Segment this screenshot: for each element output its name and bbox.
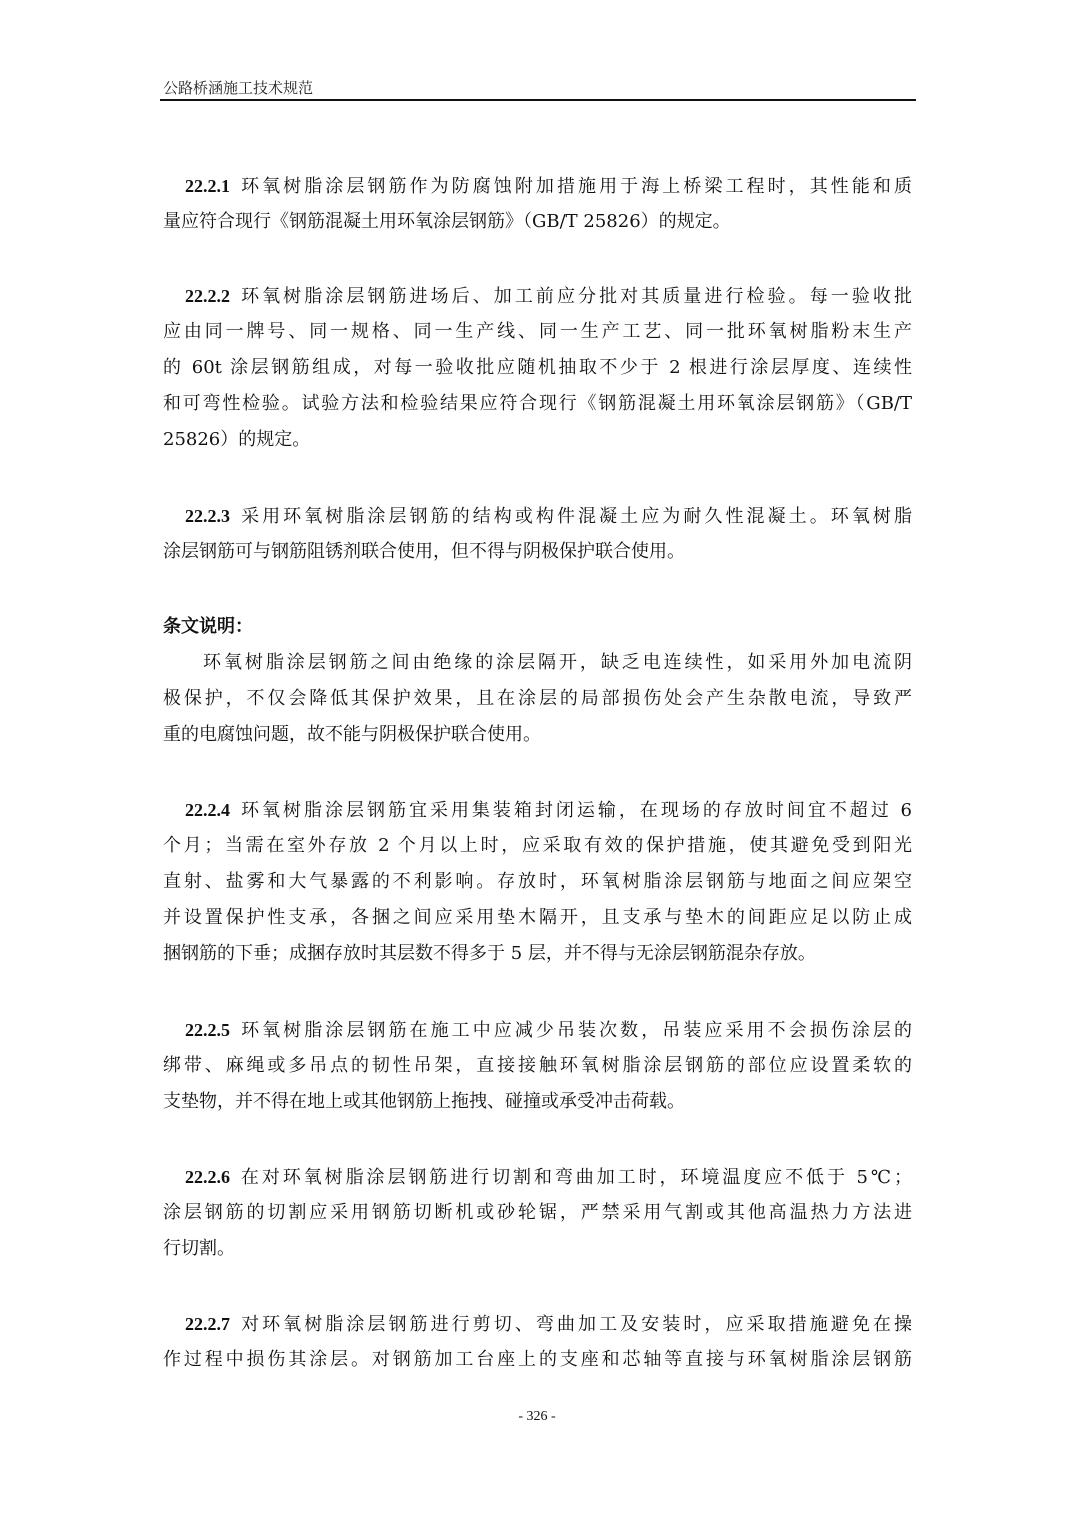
clause-line <box>163 174 912 199</box>
clause-text: 绑带、麻绳或多吊点的韧性吊架，直接接触环氧树脂涂层钢筋的部位应设置柔软的 <box>163 1055 912 1076</box>
clause-line <box>163 1018 912 1043</box>
clause-line <box>163 284 912 309</box>
note-line: 极保护，不仅会降低其保护效果，且在涂层的局部损伤处会产生杂散电流，导致严 <box>163 688 912 709</box>
clause-text: 对环氧树脂涂层钢筋进行剪切、弯曲加工及安装时，应采取措施避免在操 <box>238 1314 912 1335</box>
clause-number: 22.2.2 <box>185 286 230 306</box>
clause-number: 22.2.1 <box>185 176 230 196</box>
clause-text: 的 60t 涂层钢筋组成，对每一验收批应随机抽取不少于 2 根进行涂层厚度、连续性 <box>163 357 912 378</box>
note-line: 重的电腐蚀问题，故不能与阴极保护联合使用。 <box>163 724 541 745</box>
clause-line <box>163 798 912 823</box>
clause-line <box>163 1201 912 1225</box>
clause-text: 作过程中损伤其涂层。对钢筋加工台座上的支座和芯轴等直接与环氧树脂涂层钢筋 <box>163 1349 912 1370</box>
clause-number: 22.2.4 <box>185 800 230 820</box>
clause-line <box>163 540 912 564</box>
clause-text: 25826）的规定。 <box>163 429 311 450</box>
clause-text: 涂层钢筋可与钢筋阻锈剂联合使用，但不得与阴极保护联合使用。 <box>163 541 685 562</box>
clause-line <box>163 1090 912 1114</box>
clause-text: 和可弯性检验。试验方法和检验结果应符合现行《钢筋混凝土用环氧涂层钢筋》（GB/T <box>163 393 912 414</box>
clause-text: 行切割。 <box>163 1238 235 1259</box>
clause-line <box>163 834 912 858</box>
clause-text: 涂层钢筋的切割应采用钢筋切断机或砂轮锯，严禁采用气割或其他高温热力方法进 <box>163 1202 912 1223</box>
clause-text: 量应符合现行《钢筋混凝土用环氧涂层钢筋》（GB/T 25826）的规定。 <box>163 211 731 232</box>
clause-text: 采用环氧树脂涂层钢筋的结构或构件混凝土应为耐久性混凝土。环氧树脂 <box>238 506 912 527</box>
clause-line <box>163 356 912 380</box>
clause-text: 捆钢筋的下垂；成捆存放时其层数不得多于 5 层，并不得与无涂层钢筋混杂存放。 <box>163 943 816 964</box>
clause-text: 环氧树脂涂层钢筋在施工中应减少吊装次数，吊装应采用不会损伤涂层的 <box>238 1020 912 1041</box>
clause-line <box>163 428 912 452</box>
clause-line <box>163 210 912 234</box>
clause-line <box>163 1165 912 1190</box>
clause-line <box>163 1237 912 1261</box>
clause-text: 支垫物，并不得在地上或其他钢筋上拖拽、碰撞或承受冲击荷载。 <box>163 1091 685 1112</box>
clause-line <box>163 1054 912 1078</box>
clause-line <box>163 906 912 930</box>
clause-text: 并设置保护性支承，各捆之间应采用垫木隔开，且支承与垫木的间距应足以防止成 <box>163 907 912 928</box>
clause-text: 在对环氧树脂涂层钢筋进行切割和弯曲加工时，环境温度应不低于 5℃； <box>238 1167 912 1188</box>
clause-line <box>163 504 912 529</box>
clause-line <box>163 1312 912 1337</box>
clause-text: 环氧树脂涂层钢筋进场后、加工前应分批对其质量进行检验。每一验收批 <box>238 286 912 307</box>
note-title: 条文说明： <box>163 616 253 637</box>
clause-text: 直射、盐雾和大气暴露的不利影响。存放时，环氧树脂涂层钢筋与地面之间应架空 <box>163 871 912 892</box>
running-header: 公路桥涵施工技术规范 <box>163 79 314 97</box>
clause-text: 个月；当需在室外存放 2 个月以上时，应采取有效的保护措施，使其避免受到阳光 <box>163 835 912 856</box>
clause-line <box>163 392 912 416</box>
clause-number: 22.2.5 <box>185 1020 230 1040</box>
clause-number: 22.2.7 <box>185 1314 230 1334</box>
clause-text: 环氧树脂涂层钢筋作为防腐蚀附加措施用于海上桥梁工程时，其性能和质 <box>238 176 912 197</box>
note-line: 环氧树脂涂层钢筋之间由绝缘的涂层隔开，缺乏电连续性，如采用外加电流阴 <box>203 652 912 673</box>
clause-number: 22.2.6 <box>185 1167 230 1187</box>
clause-line <box>163 870 912 894</box>
page-number: - 326 - <box>518 1409 556 1424</box>
header-rule <box>160 99 916 101</box>
clause-line <box>163 942 912 966</box>
clause-text: 环氧树脂涂层钢筋宜采用集装箱封闭运输，在现场的存放时间宜不超过 6 <box>238 800 912 821</box>
clause-line <box>163 320 912 344</box>
clause-number: 22.2.3 <box>185 506 230 526</box>
clause-line <box>163 1348 912 1372</box>
clause-text: 应由同一牌号、同一规格、同一生产线、同一生产工艺、同一批环氧树脂粉末生产 <box>163 321 912 342</box>
